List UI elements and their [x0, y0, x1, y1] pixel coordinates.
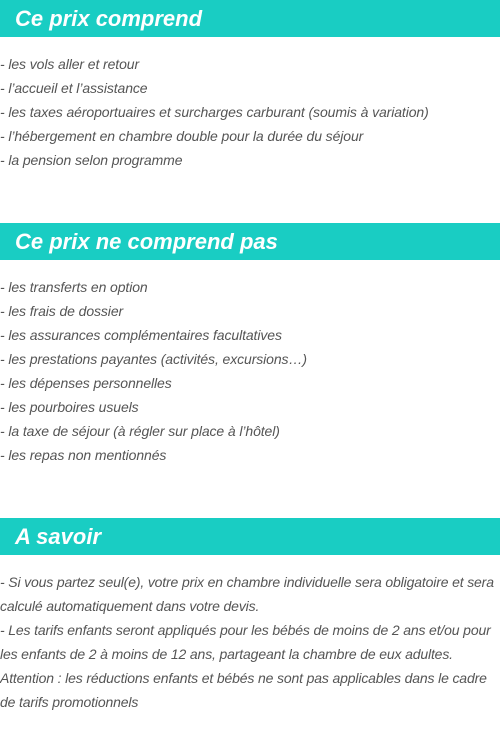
list-item: - l’accueil et l’assistance — [0, 80, 148, 96]
good-to-know-text — [0, 570, 500, 714]
list-item: - les repas non mentionnés — [0, 447, 167, 463]
info-paragraph: Attention : les réductions enfants et bébés ne sont pas applicables dans le cadre de tarifs promotionnels — [0, 670, 487, 710]
list-item: - les frais de dossier — [0, 303, 124, 319]
list-item: - la taxe de séjour (à régler sur place à l’hôtel) — [0, 423, 280, 439]
info-paragraph: - Les tarifs enfants seront appliqués pour les bébés de moins de 2 ans et/ou pour les enfants de 2 à moins de 12 ans, partageant la chambre de eux adultes. — [0, 622, 491, 662]
section-title: A savoir — [15, 524, 102, 549]
section-header-included — [0, 0, 500, 37]
section-header-good-to-know — [0, 518, 500, 555]
list-item: - les pourboires usuels — [0, 399, 139, 415]
section-title: Ce prix ne comprend pas — [15, 229, 278, 254]
list-item: - les taxes aéroportuaires et surcharges carburant (soumis à variation) — [0, 104, 429, 120]
list-item: - les assurances complémentaires facultatives — [0, 327, 282, 343]
not-included-list — [0, 275, 500, 467]
list-item: - la pension selon programme — [0, 152, 183, 168]
section-header-not-included — [0, 223, 500, 260]
list-item: - les transferts en option — [0, 279, 148, 295]
list-item: - les dépenses personnelles — [0, 375, 172, 391]
included-list — [0, 52, 500, 172]
list-item: - les vols aller et retour — [0, 56, 140, 72]
list-item: - les prestations payantes (activités, excursions…) — [0, 351, 307, 367]
list-item: - l’hébergement en chambre double pour la durée du séjour — [0, 128, 364, 144]
info-paragraph: - Si vous partez seul(e), votre prix en chambre individuelle sera obligatoire et sera calculé automatiquement dans votre devis. — [0, 574, 494, 614]
section-title: Ce prix comprend — [15, 6, 203, 31]
